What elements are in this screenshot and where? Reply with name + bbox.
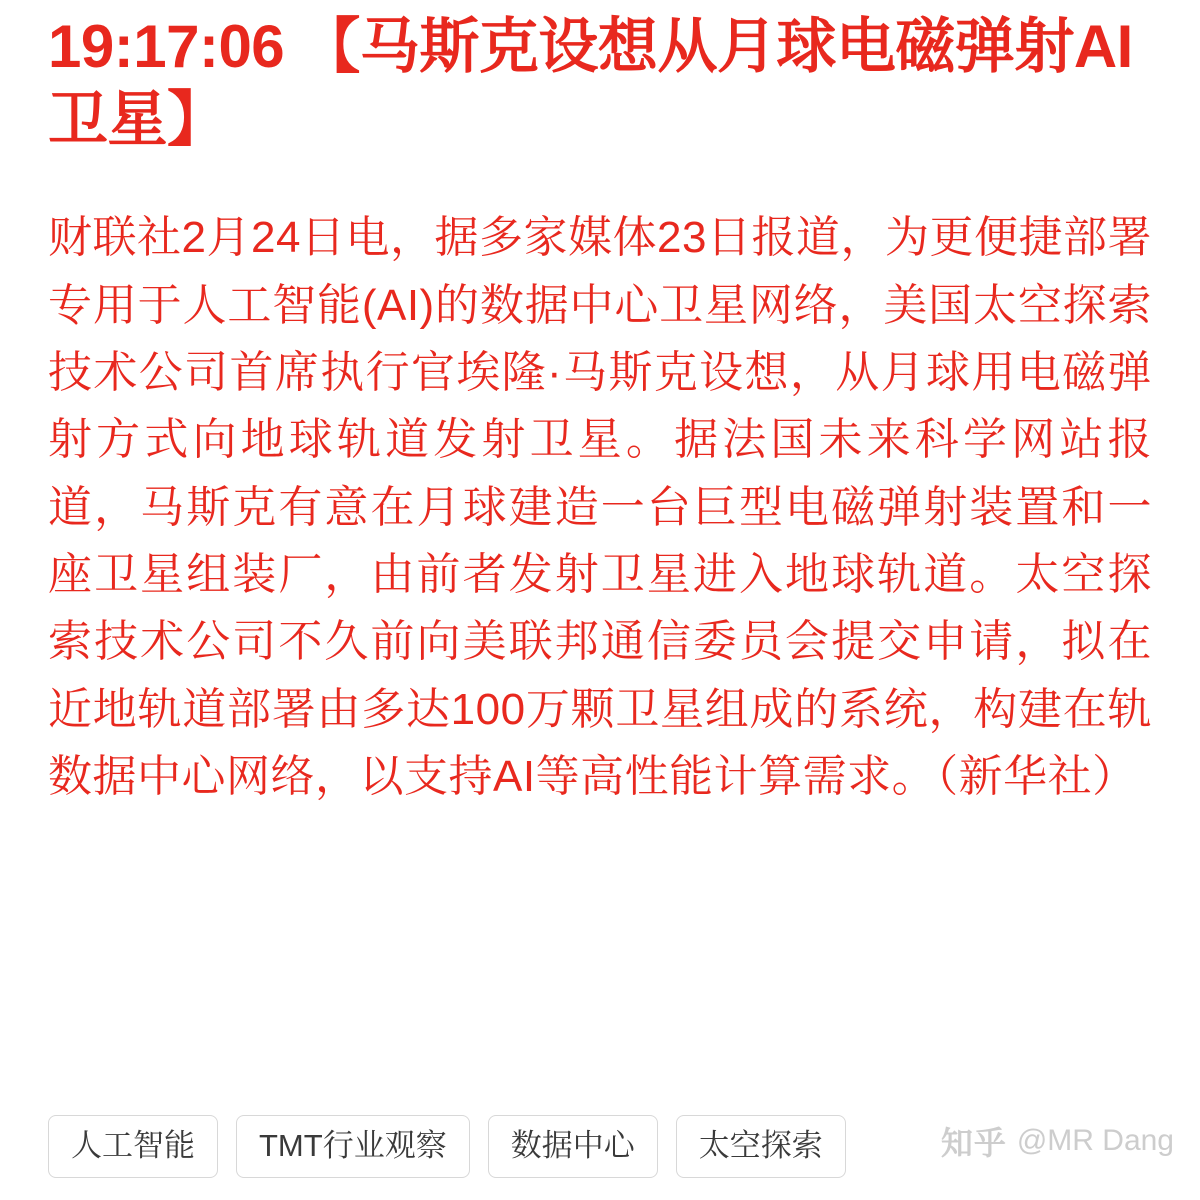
page-title: 19:17:06 【马斯克设想从月球电磁弹射AI卫星】 xyxy=(48,13,1133,154)
tag-item[interactable]: 数据中心 xyxy=(488,1115,658,1178)
tag-item[interactable]: 人工智能 xyxy=(48,1115,218,1178)
article-body: 财联社2月24日电，据多家媒体23日报道，为更便捷部署专用于人工智能(AI)的数据中心卫星网络，美国太空探索技术公司首席执行官埃隆·马斯克设想，从月球用电磁弹射方式向地球轨道发射卫星。据法国未来科学网站报道，马斯克有意在月球建造一台巨型电磁弹射装置和一座卫星组装厂，由前者发射卫星进入地球轨道。太空探索技术公司不久前向美联邦通信委员会提交申请，拟在近地轨道部署由多达100万颗卫星组成的系统，构建在轨数据中心网络，以支持AI等高性能计算需求。（新华社） xyxy=(48,213,1152,801)
tag-item[interactable]: TMT行业观察 xyxy=(236,1115,470,1178)
tag-item[interactable]: 太空探索 xyxy=(676,1115,846,1178)
zhihu-logo: 知乎 xyxy=(940,1125,1007,1161)
tag-list xyxy=(48,1115,846,1178)
watermark-handle: @MR Dang xyxy=(1016,1124,1174,1157)
watermark xyxy=(941,1118,1174,1164)
